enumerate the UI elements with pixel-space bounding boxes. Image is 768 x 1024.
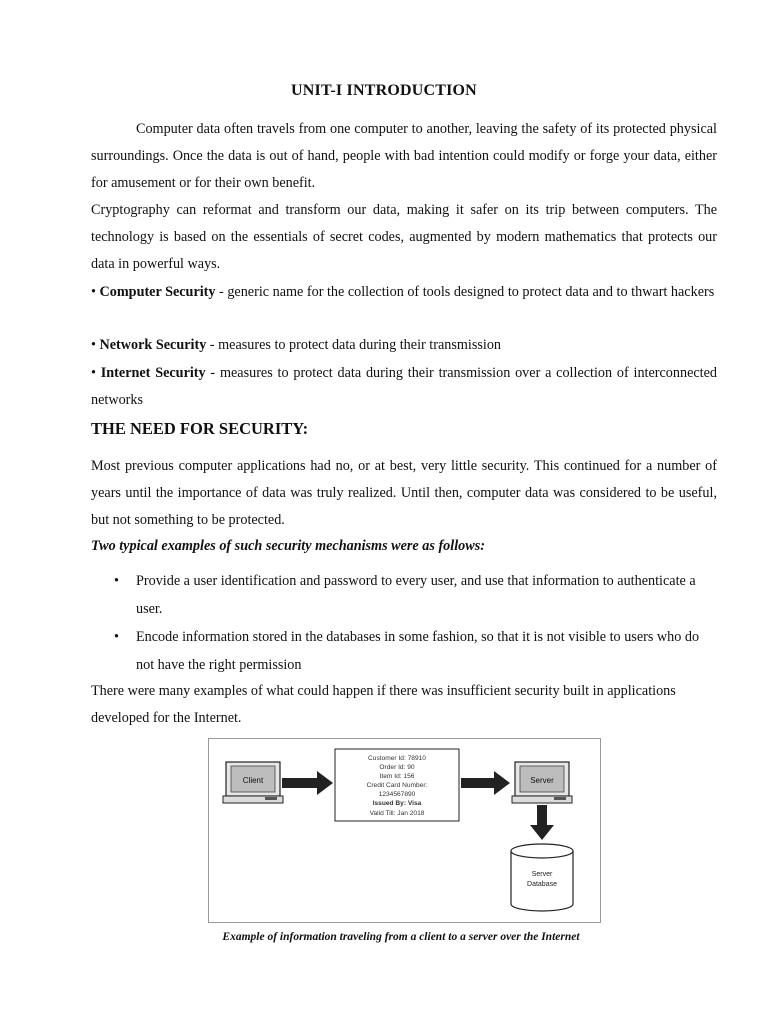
database-icon (511, 844, 573, 911)
message-line: Issued By: Visa (372, 800, 422, 807)
list-item-text: Encode information stored in the databases in some fashion, so that it is not visible to users who do not have the right permission (136, 629, 700, 673)
server-computer-icon (512, 762, 572, 803)
message-line: Item Id: 156 (379, 773, 415, 780)
figure-diagram (209, 739, 600, 922)
client-computer-icon (223, 762, 283, 803)
page-title: UNIT-I INTRODUCTION (291, 82, 477, 99)
message-box (335, 749, 459, 821)
section-heading (91, 419, 308, 439)
list-item-text: Provide a user identification and password to every user, and use that information to authenticate a user. (136, 573, 696, 617)
definition-term: Computer Security (99, 284, 216, 300)
list-item (91, 567, 717, 623)
section-paragraph: Most previous computer applications had no, or at best, very little security. This continued for a number of years until the importance of data was truly realized. Until then, computer data was considered to be useful, but not something to be protected. (91, 458, 717, 528)
message-line: Valid Till: Jan 2018 (369, 810, 425, 817)
list-item (91, 623, 717, 679)
figure-caption: Example of information traveling from a client to a server over the Internet (222, 931, 580, 943)
message-line: Credit Card Number: (366, 782, 428, 789)
examples-list (91, 567, 717, 679)
bullet-icon: • (114, 629, 119, 645)
database-label-line: Database (527, 881, 557, 888)
message-line: Order Id: 90 (379, 764, 415, 771)
figure (208, 738, 601, 923)
database-label-line: Server (531, 871, 553, 878)
bullet-icon: • (114, 573, 119, 589)
definition-term: Network Security (99, 337, 207, 353)
examples-heading: Two typical examples of such security mechanisms were as follows: (91, 538, 485, 554)
message-line: 1234567890 (378, 791, 416, 798)
arrow-right-icon (461, 771, 510, 795)
server-label: Server (530, 776, 554, 785)
definition-text: - generic name for the collection of tools designed to protect data and to thwart hackers (215, 284, 715, 300)
intro-paragraph-2: Cryptography can reformat and transform our data, making it safer on its trip between computers. The technology is based on the essentials of secret codes, augmented by modern mathematics that protects our data in powerful ways. (91, 202, 717, 272)
client-label: Client (242, 776, 264, 785)
definition-internet-security: • Internet Security - measures to protect data during their transmission over a collection of interconnected networks (91, 365, 718, 408)
definition-text: - measures to protect data during their transmission over a collection of interconnected networks (91, 365, 718, 408)
definition-term: Internet Security (100, 365, 206, 381)
message-line: Customer Id: 78910 (368, 755, 426, 762)
intro-paragraph-1: Computer data often travels from one computer to another, leaving the safety of its protected physical surroundings. Once the data is out of hand, people with bad intention could modify or forge your data, either for amusement or for their own benefit. (91, 121, 717, 191)
definition-computer-security: • Computer Security - generic name for the collection of tools designed to protect data and to thwart hackers (91, 284, 715, 300)
section-heading-text: THE NEED FOR SECURITY: (91, 419, 309, 438)
closing-paragraph: There were many examples of what could happen if there was insufficient security built in applications developed for the Internet. (91, 683, 676, 726)
arrow-down-icon (530, 805, 554, 840)
definition-network-security: • Network Security - measures to protect data during their transmission (91, 337, 502, 353)
definition-text: - measures to protect data during their transmission (206, 337, 502, 353)
arrow-right-icon (282, 771, 333, 795)
